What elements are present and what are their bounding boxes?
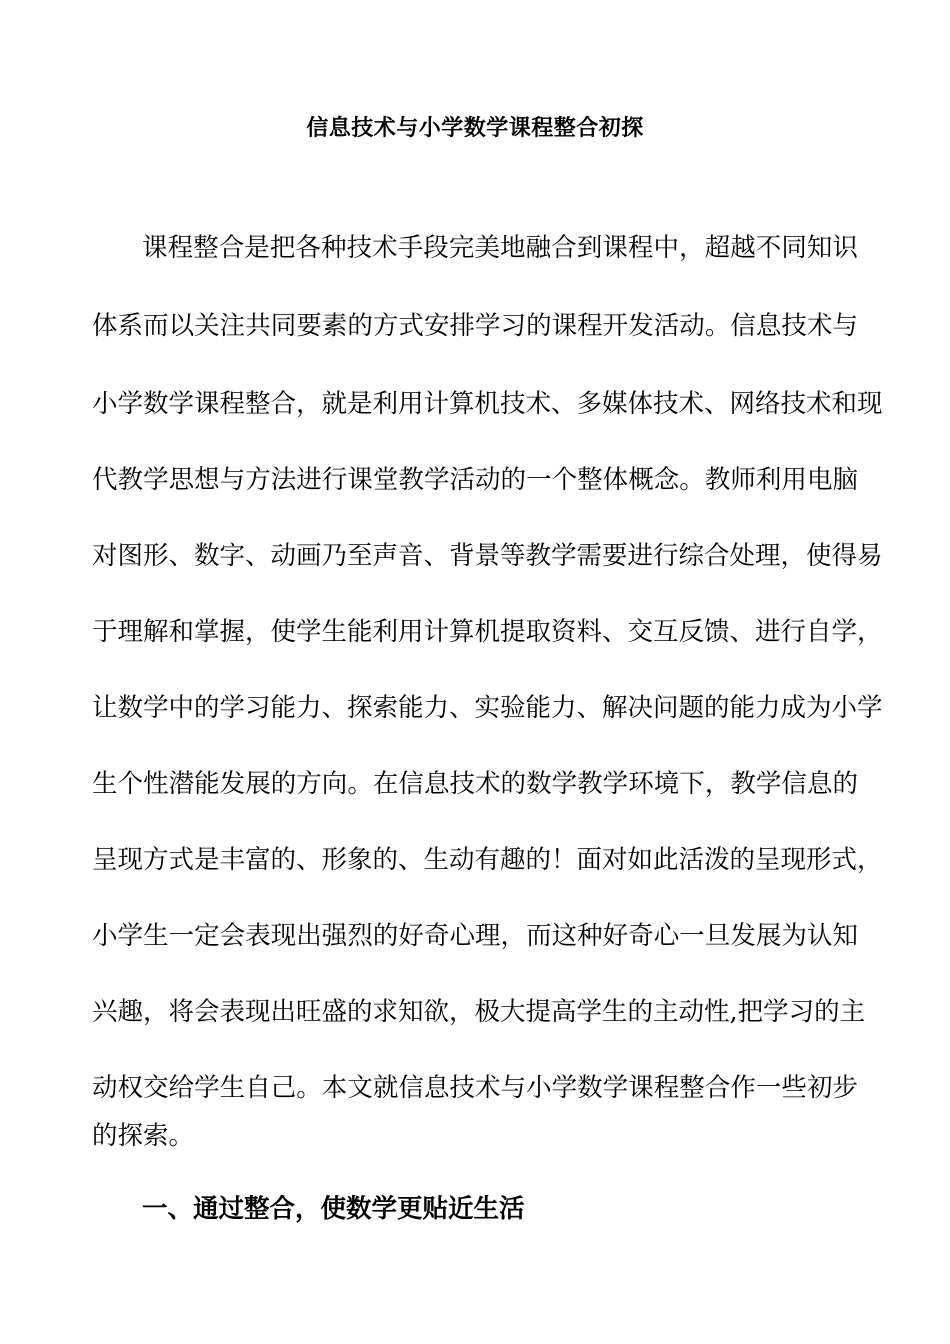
paragraph-line: 让数学中的学习能力、探索能力、实验能力、解决问题的能力成为小学 xyxy=(92,693,883,723)
paragraph-line: 小学数学课程整合，就是利用计算机技术、多媒体技术、网络技术和现 xyxy=(92,389,883,419)
paragraph-line: 兴趣，将会表现出旺盛的求知欲，极大提高学生的主动性,把学习的主 xyxy=(92,997,866,1027)
paragraph-line: 体系而以关注共同要素的方式安排学习的课程开发活动。信息技术与 xyxy=(92,311,858,341)
paragraph-line: 于理解和掌握，使学生能利用计算机提取资料、交互反馈、进行自学， xyxy=(92,617,883,647)
document-title: 信息技术与小学数学课程整合初探 xyxy=(306,115,644,141)
paragraph-line: 课程整合是把各种技术手段完美地融合到课程中，超越不同知识 xyxy=(142,233,858,263)
paragraph-line: 对图形、数字、动画乃至声音、背景等教学需要进行综合处理，使得易 xyxy=(92,541,883,571)
paragraph-line: 生个性潜能发展的方向。在信息技术的数学教学环境下，教学信息的 xyxy=(92,769,858,799)
paragraph-line: 小学生一定会表现出强烈的好奇心理，而这种好奇心一旦发展为认知 xyxy=(92,921,858,951)
section-heading: 一、通过整合，使数学更贴近生活 xyxy=(142,1194,525,1224)
paragraph-line: 代教学思想与方法进行课堂教学活动的一个整体概念。教师利用电脑 xyxy=(92,465,858,495)
paragraph-line: 呈现方式是丰富的、形象的、生动有趣的！面对如此活泼的呈现形式， xyxy=(92,845,883,875)
paragraph-line: 的探索。 xyxy=(92,1121,195,1151)
paragraph-line: 动权交给学生自己。本文就信息技术与小学数学课程整合作一些初步 xyxy=(92,1073,858,1103)
